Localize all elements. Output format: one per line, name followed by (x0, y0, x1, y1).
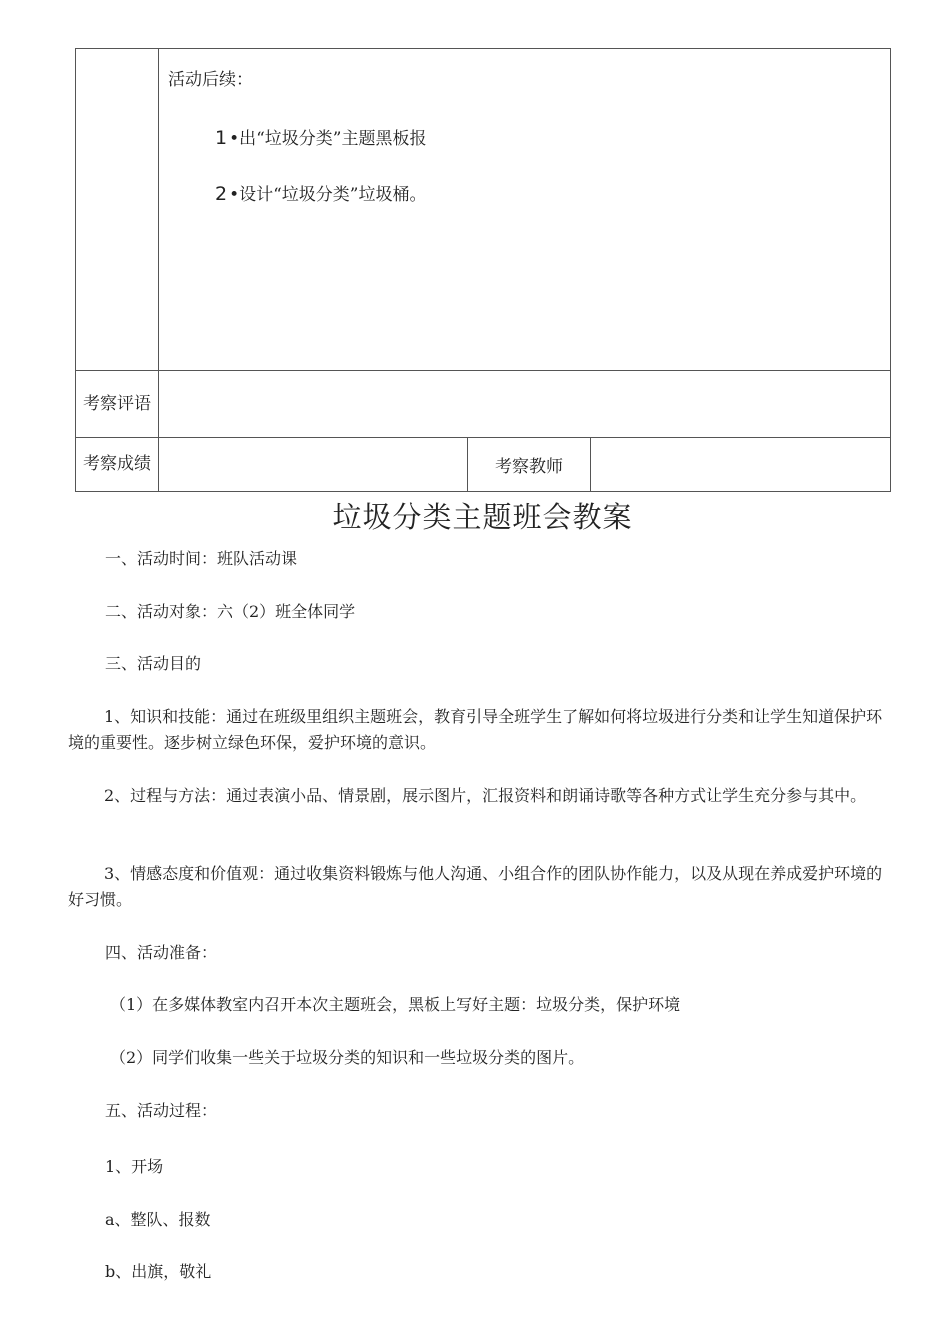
process-step-b: b、出旗，敬礼 (105, 1262, 212, 1281)
comment-label: 考察评语 (76, 371, 159, 438)
section-activity-target: 二、活动对象：六（2）班全体同学 (105, 602, 356, 621)
followup-cell (159, 49, 891, 371)
followup-item-1 (215, 124, 890, 149)
section-activity-prep: 四、活动准备： (105, 943, 218, 962)
process-step-a: a、整队、报数 (105, 1210, 211, 1229)
followup-title: 活动后续： (168, 70, 253, 90)
section-activity-process: 五、活动过程： (105, 1101, 218, 1120)
followup-item-text: •出“垃圾分类”主题黑板报 (229, 129, 427, 149)
prep-item-2: （2）同学们收集一些关于垃圾分类的知识和一些垃圾分类的图片。 (110, 1048, 585, 1067)
followup-item-number: 1 (215, 127, 228, 149)
followup-item-text: •设计“垃圾分类”垃圾桶。 (229, 185, 427, 205)
teacher-label: 考察教师 (468, 438, 591, 492)
teacher-value-cell (591, 438, 891, 492)
prep-item-1: （1）在多媒体教室内召开本次主题班会，黑板上写好主题：垃圾分类，保护环境 (110, 995, 681, 1014)
process-step-opening: 1、开场 (105, 1157, 164, 1176)
evaluation-table (75, 48, 891, 492)
document-title: 垃圾分类主题班会教案 (332, 500, 633, 534)
section-activity-time: 一、活动时间：班队活动课 (105, 549, 298, 568)
followup-item-2 (215, 180, 890, 205)
score-value-cell (159, 438, 468, 492)
purpose-paragraph-3: 3、情感态度和价值观：通过收集资料锻炼与他人沟通、小组合作的团队协作能力，以及从现在养成爱护环境的好习惯。 (68, 864, 883, 909)
purpose-paragraph-2: 2、过程与方法：通过表演小品、情景剧，展示图片，汇报资料和朗诵诗歌等各种方式让学生充分参与其中。 (104, 786, 867, 805)
section-activity-purpose: 三、活动目的 (105, 654, 202, 673)
followup-item-number: 2 (215, 183, 228, 205)
empty-label-cell (76, 49, 159, 371)
comment-value-cell (159, 371, 891, 438)
purpose-paragraph-1: 1、知识和技能：通过在班级里组织主题班会，教育引导全班学生了解如何将垃圾进行分类和让学生知道保护环境的重要性。逐步树立绿色环保，爱护环境的意识。 (68, 707, 883, 752)
score-label: 考察成绩 (76, 438, 159, 492)
